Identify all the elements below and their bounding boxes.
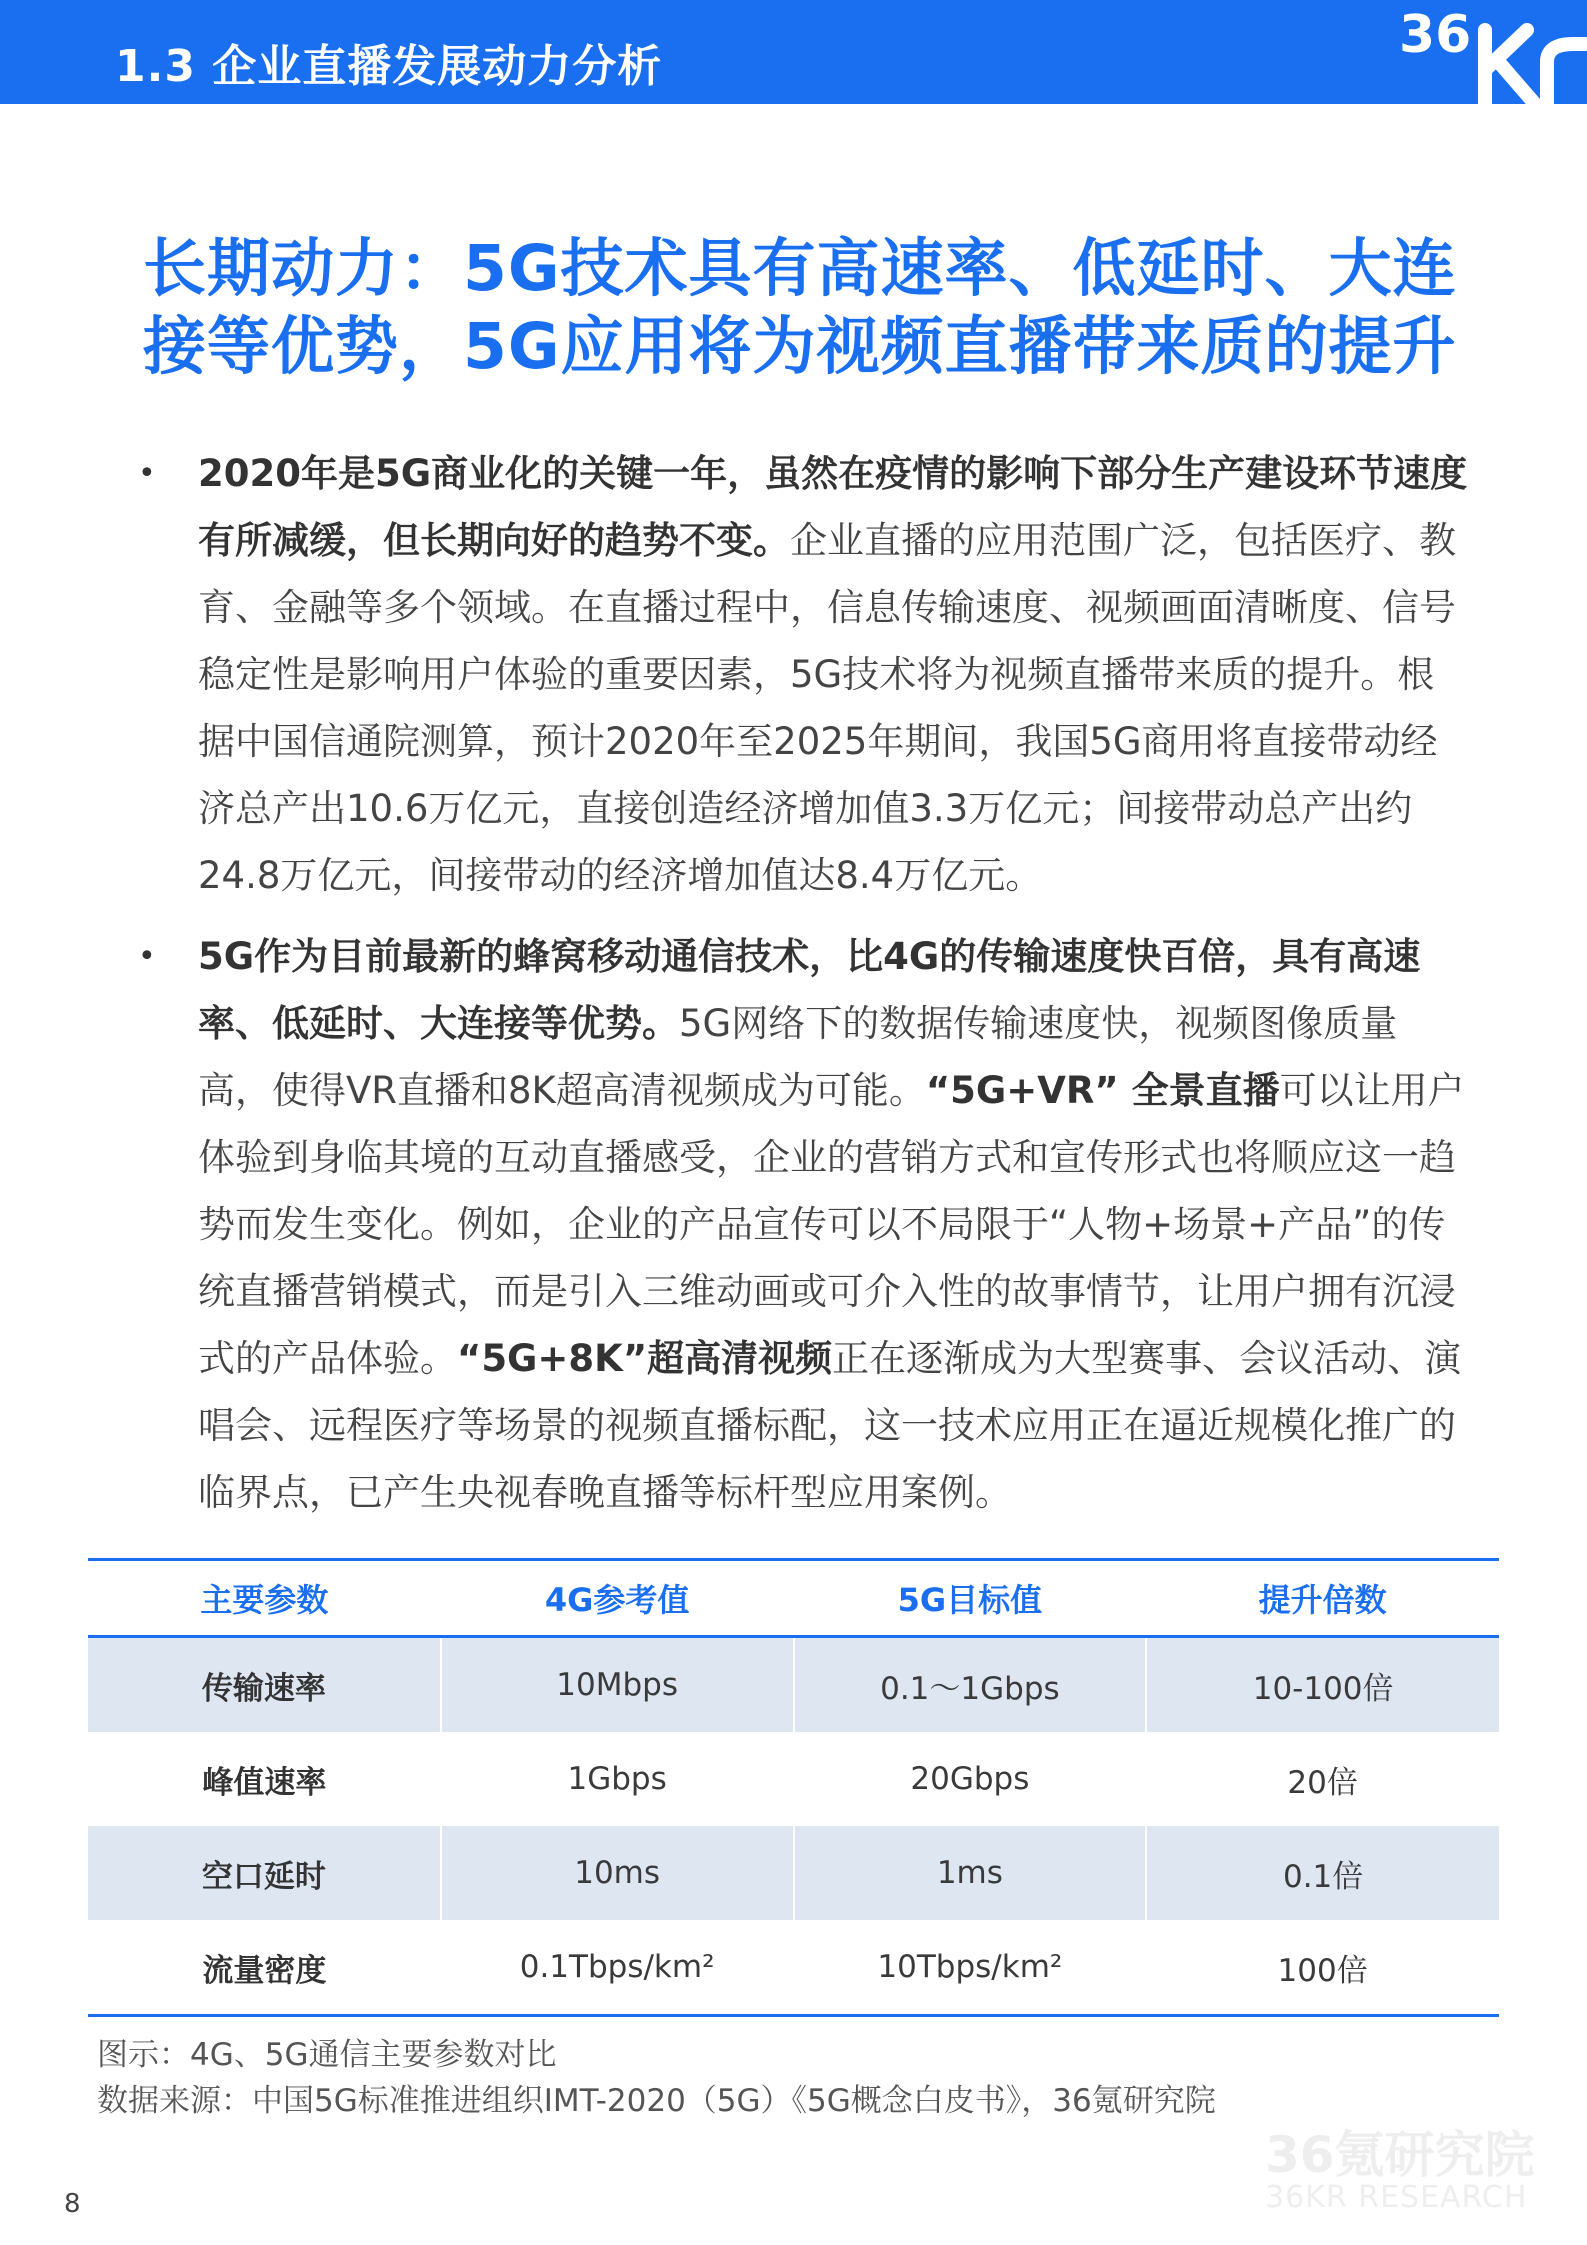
table-cell: 10Mbps [441, 1637, 794, 1733]
bullet-text: 正在逐渐成为大型赛事、会议活动、演唱会、远程医疗等场景的视频直播标配，这一技术应用正在逼近规模化推广的临界点，已产生央视春晚直播等标杆型应用案例。 [198, 1337, 1462, 1514]
table-header-row [88, 1560, 1499, 1637]
page-title: 长期动力：5G技术具有高速率、低延时、大连接等优势，5G应用将为视频直播带来质的提升 [143, 232, 1457, 383]
table-cell: 20Gbps [910, 1761, 1030, 1797]
bullet-text: 可以让用户体验到身临其境的互动直播感受，企业的营销方式和宣传形式也将顺应这一趋势而发生变化。例如，企业的产品宣传可以不局限于“人物+场景+产品”的传统直播营销模式，而是引入三维动画或可介入性的故事情节，让用户拥有沉浸式的产品体验。 [198, 1069, 1465, 1380]
bullet-item [138, 923, 1468, 1526]
table-cell: 10-100倍 [1146, 1637, 1499, 1733]
table-header-cell: 主要参数 [200, 1581, 329, 1619]
table-cell: 传输速率 [88, 1637, 441, 1733]
table-cell: 流量密度 [202, 1952, 327, 1989]
section-title: 1.3 企业直播发展动力分析 [115, 41, 663, 92]
page-number: 8 [64, 2189, 81, 2219]
table-header-cell: 5G目标值 [897, 1581, 1043, 1619]
svg-text:36: 36 [1399, 5, 1472, 65]
table-cell: 1ms [794, 1826, 1147, 1920]
table-cell: 0.1～1Gbps [794, 1637, 1147, 1733]
table-row [88, 1637, 1499, 1733]
table-row [88, 1732, 1499, 1826]
36kr-logo [1377, 0, 1587, 104]
caption-source: 数据来源：中国5G标准推进组织IMT-2020（5G）《5G概念白皮书》，36氪研究院 [97, 2083, 1216, 2119]
bullet-text: 5G网络下的数据传输速度快，视频图像质量高，使得VR直播和8K超高清视频成为可能。 [198, 1002, 1398, 1112]
watermark-title: 36氪研究院 [1265, 2126, 1535, 2184]
header-bar [0, 0, 1587, 104]
table-row [88, 1826, 1499, 1920]
table-cell: 0.1Tbps/km² [519, 1949, 715, 1985]
caption-figure: 图示：4G、5G通信主要参数对比 [97, 2037, 557, 2073]
table-cell: 10Tbps/km² [877, 1949, 1063, 1985]
bullet-bold-text: “5G+VR” 全景直播 [925, 1069, 1280, 1112]
bullet-list [138, 440, 1468, 1540]
table-cell: 20倍 [1287, 1764, 1358, 1801]
bullet-bold-text: 5G作为目前最新的蜂窝移动通信技术，比4G的传输速度快百倍，具有高速率、低延时、大连接等优势。 [198, 935, 1421, 1045]
table-header-cell: 提升倍数 [1258, 1581, 1387, 1619]
table-row [88, 1920, 1499, 2016]
bullet-item [138, 440, 1468, 909]
bullet-dot-icon: • [138, 456, 156, 491]
bullet-text: 企业直播的应用范围广泛，包括医疗、教育、金融等多个领域。在直播过程中，信息传输速度、视频画面清晰度、信号稳定性是影响用户体验的重要因素，5G技术将为视频直播带来质的提升。根据中国信通院测算，预计2020年至2025年期间，我国5G商用将直接带动经济总产出10.6万亿元，直接创造经济增加值3.3万亿元；间接带动总产出约24.8万亿元，间接带动的经济增加值达8.4万亿元。 [198, 519, 1456, 897]
table-cell: 峰值速率 [202, 1764, 327, 1801]
table-header-cell: 4G参考值 [544, 1581, 690, 1619]
bullet-dot-icon: • [138, 939, 156, 974]
bullet-bold-text: 2020年是5G商业化的关键一年，虽然在疫情的影响下部分生产建设环节速度有所减缓，但长期向好的趋势不变。 [198, 452, 1468, 562]
table-cell: 1Gbps [567, 1761, 667, 1797]
comparison-table [88, 1558, 1499, 2017]
table-cell: 空口延时 [88, 1826, 441, 1920]
table-cell: 10ms [441, 1826, 794, 1920]
table-cell: 100倍 [1277, 1952, 1368, 1989]
figure-caption [97, 2032, 1216, 2124]
table-cell: 0.1倍 [1146, 1826, 1499, 1920]
bullet-bold-text: “5G+8K”超高清视频 [457, 1337, 833, 1380]
watermark-subtitle: 36KR RESEARCH [1265, 2180, 1528, 2215]
